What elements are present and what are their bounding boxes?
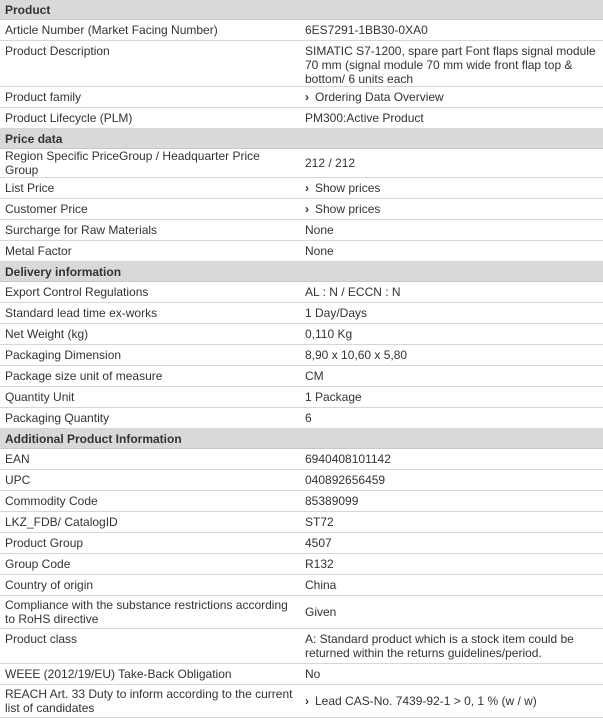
row-label: Package size unit of measure [0,366,300,387]
row-value: AL : N / ECCN : N [300,282,603,303]
table-row [0,533,603,554]
row-value [300,199,603,220]
table-row [0,596,603,629]
table-row [0,554,603,575]
section-title: Product [0,0,603,20]
row-value: 1 Package [300,387,603,408]
table-row [0,449,603,470]
row-label: Region Specific PriceGroup / Headquarter Price Group [0,149,300,178]
row-value: SIMATIC S7-1200, spare part Font flaps signal module 70 mm (signal module 70 mm wide front flap top & bottom/ 6 units each [300,41,603,87]
row-value: No [300,664,603,685]
row-label: Packaging Quantity [0,408,300,429]
row-value: 6940408101142 [300,449,603,470]
table-row [0,387,603,408]
table-row [0,282,603,303]
row-value: R132 [300,554,603,575]
row-label: WEEE (2012/19/EU) Take-Back Obligation [0,664,300,685]
row-label: Group Code [0,554,300,575]
section-title: Delivery information [0,262,603,282]
row-value: 6 [300,408,603,429]
section-header-delivery [0,262,603,282]
row-value: 040892656459 [300,470,603,491]
table-row [0,470,603,491]
row-label: Product Group [0,533,300,554]
row-value: PM300:Active Product [300,108,603,129]
row-value: 0,110 Kg [300,324,603,345]
table-row [0,575,603,596]
table-row [0,629,603,664]
table-row [0,324,603,345]
row-value [300,178,603,199]
row-label: Product class [0,629,300,664]
row-value: None [300,241,603,262]
row-value: A: Standard product which is a stock item could be returned within the returns guidelines/period. [300,629,603,664]
row-value: Given [300,596,603,629]
row-label: Quantity Unit [0,387,300,408]
section-title: Price data [0,129,603,149]
table-row [0,408,603,429]
row-label: Article Number (Market Facing Number) [0,20,300,41]
row-label: Product family [0,87,300,108]
row-label: Product Description [0,41,300,87]
row-value: 85389099 [300,491,603,512]
chevron-right-icon: › [305,90,309,104]
section-title: Additional Product Information [0,429,603,449]
section-header-product [0,0,603,20]
section-header-additional [0,429,603,449]
row-label: Surcharge for Raw Materials [0,220,300,241]
row-label: Country of origin [0,575,300,596]
row-value: CM [300,366,603,387]
row-value [300,685,603,718]
row-label: Commodity Code [0,491,300,512]
row-value: 1 Day/Days [300,303,603,324]
table-row [0,87,603,108]
table-row [0,512,603,533]
row-value: None [300,220,603,241]
row-value: 6ES7291-1BB30-0XA0 [300,20,603,41]
table-row [0,149,603,178]
row-value: 8,90 x 10,60 x 5,80 [300,345,603,366]
section-header-price [0,129,603,149]
row-value: 212 / 212 [300,149,603,178]
row-label: UPC [0,470,300,491]
table-row [0,178,603,199]
show-list-prices-link[interactable] [305,181,380,195]
row-label: Metal Factor [0,241,300,262]
row-value [300,87,603,108]
row-label: Net Weight (kg) [0,324,300,345]
link-label: Show prices [315,181,381,195]
link-label: Ordering Data Overview [315,90,444,104]
chevron-right-icon: › [305,181,309,195]
table-row [0,41,603,87]
row-value: China [300,575,603,596]
row-label: Compliance with the substance restrictions according to RoHS directive [0,596,300,629]
chevron-right-icon: › [305,694,309,708]
row-label: EAN [0,449,300,470]
show-customer-prices-link[interactable] [305,202,380,216]
row-label: Packaging Dimension [0,345,300,366]
row-label: Standard lead time ex-works [0,303,300,324]
link-label: Lead CAS-No. 7439-92-1 > 0, 1 % (w / w) [315,694,537,708]
row-label: REACH Art. 33 Duty to inform according to the current list of candidates [0,685,300,718]
table-row [0,20,603,41]
table-row [0,685,603,718]
table-row [0,664,603,685]
row-label: Customer Price [0,199,300,220]
table-row [0,241,603,262]
reach-lead-info-link[interactable] [305,694,537,708]
table-row [0,220,603,241]
row-label: Export Control Regulations [0,282,300,303]
table-row [0,303,603,324]
table-row [0,108,603,129]
chevron-right-icon: › [305,202,309,216]
table-row [0,366,603,387]
row-label: List Price [0,178,300,199]
row-label: Product Lifecycle (PLM) [0,108,300,129]
row-value: 4507 [300,533,603,554]
row-label: LKZ_FDB/ CatalogID [0,512,300,533]
table-row [0,199,603,220]
ordering-data-overview-link[interactable] [305,90,444,104]
row-value: ST72 [300,512,603,533]
link-label: Show prices [315,202,381,216]
table-row [0,345,603,366]
table-row [0,491,603,512]
